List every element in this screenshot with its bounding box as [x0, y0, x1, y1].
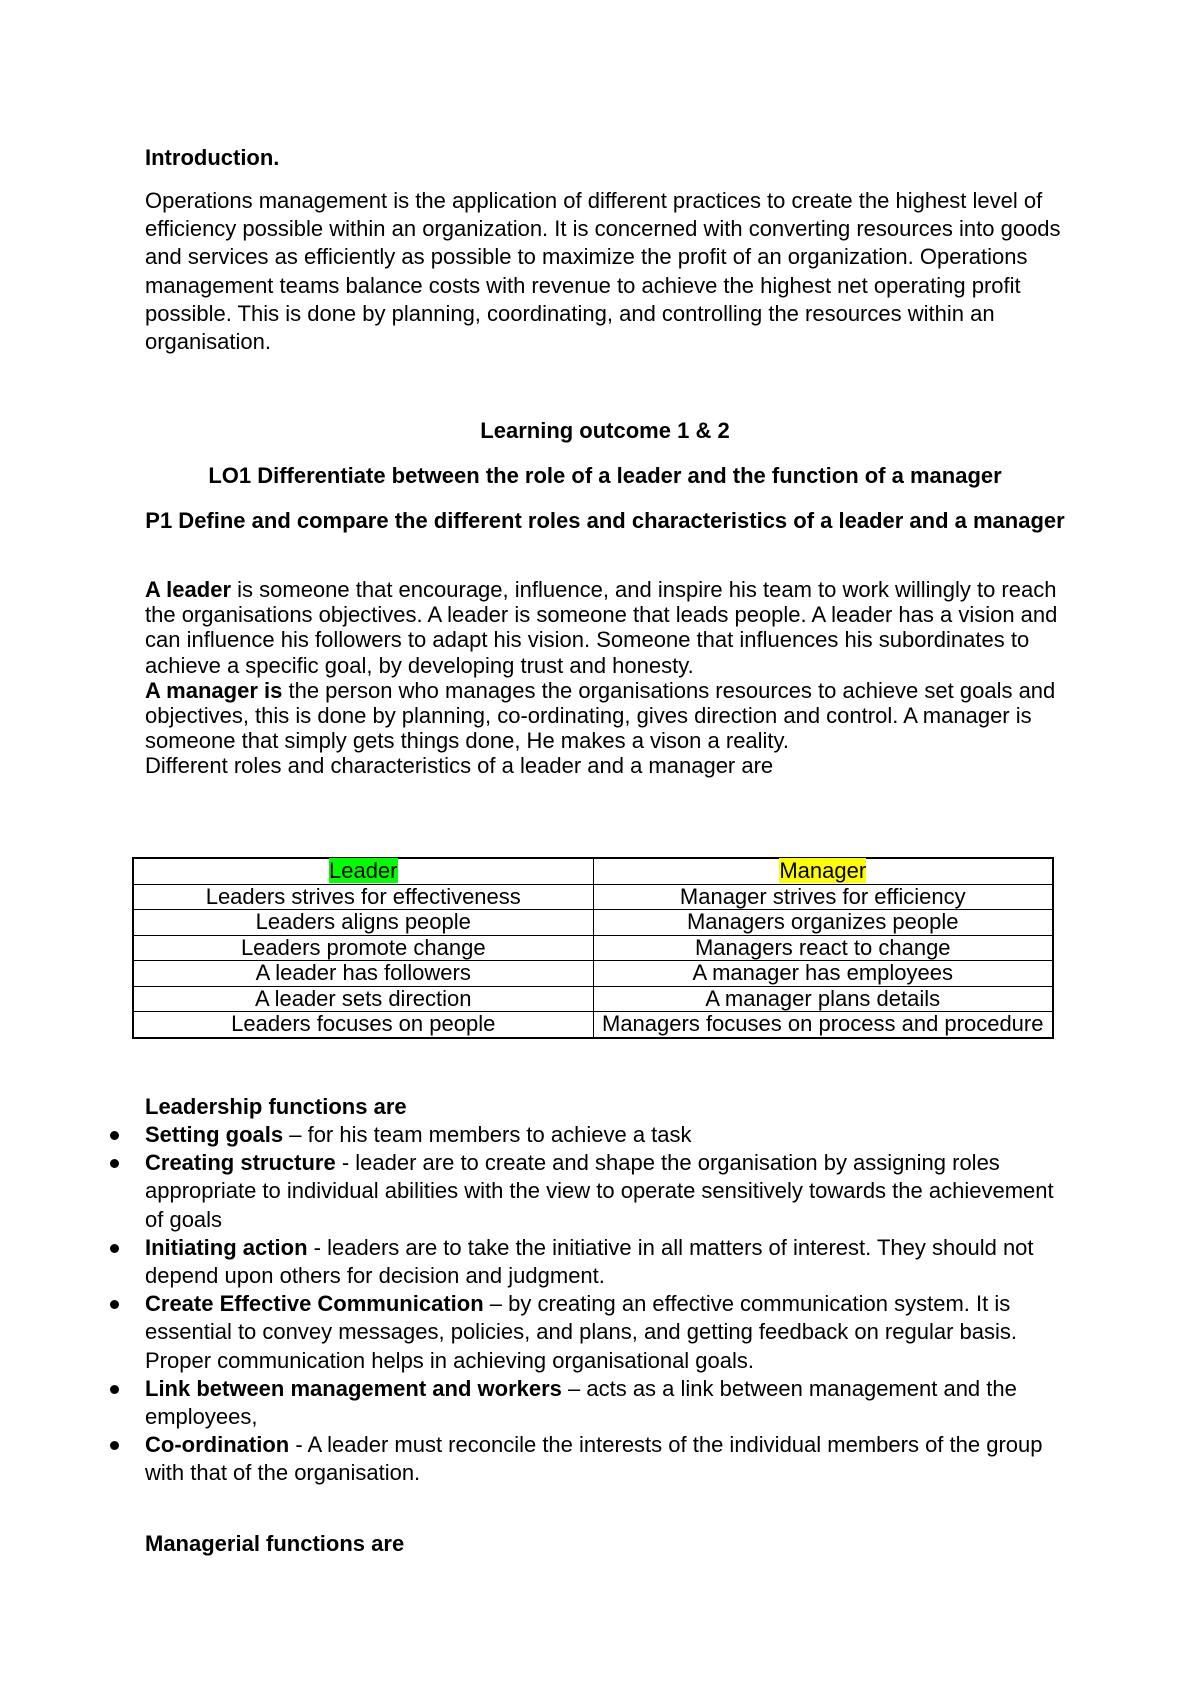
bullet-icon	[110, 1385, 119, 1394]
manager-cell: Managers focuses on process and procedure	[593, 1012, 1053, 1038]
manager-term: A manager is	[145, 677, 283, 703]
header-leader: Leader	[328, 858, 398, 883]
table-row	[133, 1012, 1053, 1038]
header-manager-cell	[593, 858, 1053, 884]
manager-cell: Manager strives for efficiency	[593, 884, 1053, 910]
list-item	[145, 1431, 1075, 1487]
list-item	[145, 1121, 1075, 1149]
header-manager: Manager	[779, 858, 867, 883]
learning-outcome-heading: Learning outcome 1 & 2	[480, 418, 730, 443]
function-term: Creating structure	[145, 1150, 336, 1176]
leader-text: is someone that encourage, influence, and inspire his team to work willingly to reach the organisations objectives. A leader is someone that leads people. A leader has a vision and can influence his followers to adapt his vision. Someone that influences his subordinates to achieve a specific goal, by developing trust and honesty.	[145, 577, 1058, 678]
leadership-functions-heading: Leadership functions are	[145, 1094, 407, 1119]
definitions-section	[145, 577, 1065, 779]
list-item	[145, 1234, 1075, 1290]
manager-cell: Managers organizes people	[593, 910, 1053, 936]
table-header-row	[133, 858, 1053, 884]
lo1-heading: LO1 Differentiate between the role of a leader and the function of a manager	[208, 463, 1002, 488]
leadership-functions-list	[145, 1121, 1075, 1488]
function-text: – by creating an effective communication system. It is essential to convey messages, policies, and plans, and getting feedback on regular basis. Proper communication helps in achieving organisational goals.	[145, 1291, 1017, 1373]
leader-cell: A leader sets direction	[133, 986, 593, 1012]
list-item	[145, 1290, 1075, 1375]
leader-cell: A leader has followers	[133, 961, 593, 987]
function-term: Link between management and workers	[145, 1375, 562, 1401]
leader-definition	[145, 577, 1065, 678]
intro-heading: Introduction.	[145, 145, 280, 170]
bullet-icon	[110, 1159, 119, 1168]
manager-text: the person who manages the organisations resources to achieve set goals and objectives, this is done by planning, co-ordinating, gives direction and control. A manager is someone that simply gets things done, He makes a vison a reality.	[145, 677, 1056, 754]
leader-term: A leader	[145, 577, 232, 602]
header-leader-cell	[133, 858, 593, 884]
function-term: Create Effective Communication	[145, 1291, 484, 1317]
table-intro: Different roles and characteristics of a leader and a manager are	[145, 753, 774, 779]
function-term: Setting goals	[145, 1122, 284, 1147]
manager-cell: Managers react to change	[593, 935, 1053, 961]
list-item	[145, 1149, 1075, 1234]
function-text: – acts as a link between management and the employees,	[145, 1375, 1017, 1430]
table-row	[133, 961, 1053, 987]
bullet-icon	[110, 1131, 119, 1140]
function-text: - leader are to create and shape the organisation by assigning roles appropriate to individual abilities with the view to operate sensitively towards the achievement of goals	[145, 1150, 1054, 1232]
list-item	[145, 1375, 1075, 1431]
leader-cell: Leaders aligns people	[133, 910, 593, 936]
function-text: – for his team members to achieve a task	[283, 1122, 692, 1147]
manager-cell: A manager plans details	[593, 986, 1053, 1012]
table-row	[133, 986, 1053, 1012]
function-text: - leaders are to take the initiative in all matters of interest. They should not depend upon others for decision and judgment.	[145, 1234, 1034, 1289]
manager-cell: A manager has employees	[593, 961, 1053, 987]
function-term: Initiating action	[145, 1234, 308, 1260]
table-row	[133, 935, 1053, 961]
managerial-functions-heading: Managerial functions are	[145, 1531, 405, 1556]
table-row	[133, 910, 1053, 936]
leader-cell: Leaders promote change	[133, 935, 593, 961]
intro-paragraph: Operations management is the application of different practices to create the highest level of efficiency possible within an organization. It is concerned with converting resources into goods and services as efficiently as possible to maximize the profit of an organization. Operations management teams balance costs with revenue to achieve the highest net operating profit possible. This is done by planning, coordinating, and controlling the resources within an organisation.	[145, 188, 1061, 355]
bullet-icon	[110, 1300, 119, 1309]
bullet-icon	[110, 1244, 119, 1253]
function-text: - A leader must reconcile the interests of the individual members of the group with that of the organisation.	[145, 1432, 1043, 1486]
leader-manager-comparison-table	[132, 857, 1054, 1039]
manager-definition	[145, 678, 1065, 754]
table-row	[133, 884, 1053, 910]
leader-cell: Leaders focuses on people	[133, 1012, 593, 1038]
leader-cell: Leaders strives for effectiveness	[133, 884, 593, 910]
p1-heading: P1 Define and compare the different roles and characteristics of a leader and a manager	[145, 508, 1065, 533]
bullet-icon	[110, 1441, 119, 1450]
function-term: Co-ordination	[145, 1432, 290, 1458]
